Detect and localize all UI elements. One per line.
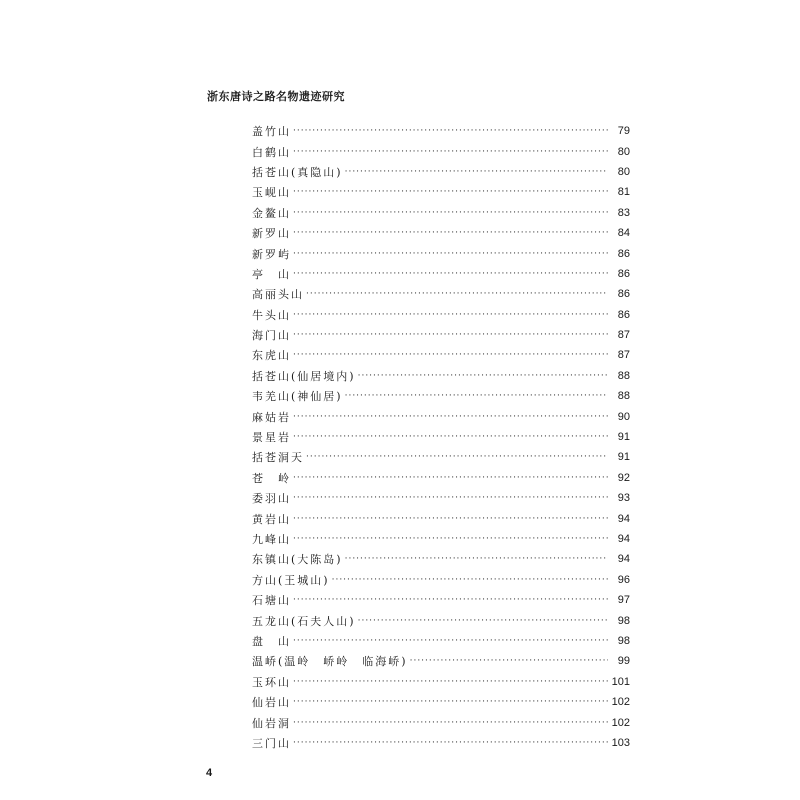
dot-leader <box>332 575 608 585</box>
toc-entry-title: 新罗山 <box>252 227 291 241</box>
toc-entry[interactable] <box>252 712 630 732</box>
toc-entry[interactable] <box>252 610 630 630</box>
toc-entry-page: 103 <box>611 736 630 749</box>
toc-entry-title: 石塘山 <box>252 594 291 608</box>
dot-leader <box>306 289 608 299</box>
toc-entry-title: 括苍山(真隐山) <box>252 165 343 179</box>
dot-leader <box>293 187 608 197</box>
toc-entry-page: 99 <box>617 655 630 668</box>
toc-entry-title: 新罗屿 <box>252 247 291 261</box>
toc-entry[interactable] <box>252 121 630 141</box>
toc-entry[interactable] <box>252 182 630 202</box>
running-head: 浙东唐诗之路名物遗迹研究 <box>207 90 345 103</box>
toc-entry-page: 94 <box>617 533 630 545</box>
toc-entry-page: 98 <box>617 614 630 627</box>
toc-entry-title: 玉环山 <box>252 675 291 689</box>
toc-entry-page: 91 <box>617 431 630 444</box>
toc-entry[interactable] <box>252 488 630 508</box>
toc-entry-title: 玉岘山 <box>252 186 291 200</box>
toc-entry-page: 86 <box>617 288 630 301</box>
toc-entry[interactable] <box>252 141 630 161</box>
toc-entry[interactable] <box>252 651 630 671</box>
toc-entry-title: 景星岩 <box>252 431 291 445</box>
toc-entry-page: 88 <box>617 369 630 382</box>
dot-leader <box>345 554 608 564</box>
toc-entry-title: 三门山 <box>252 736 291 750</box>
dot-leader <box>293 718 608 728</box>
toc-entry-page: 90 <box>617 410 630 423</box>
toc-entry-title: 仙岩洞 <box>252 716 291 730</box>
toc-entry-page: 102 <box>611 696 630 709</box>
toc-entry-page: 86 <box>617 308 630 321</box>
toc-entry-title: 海门山 <box>252 329 291 343</box>
toc-entry-title: 白鹤山 <box>252 145 291 159</box>
toc-entry-page: 96 <box>617 573 630 586</box>
dot-leader <box>293 534 608 544</box>
toc-entry-title: 金鳌山 <box>252 206 291 220</box>
dot-leader <box>293 473 608 483</box>
toc-entry-page: 80 <box>617 145 630 158</box>
toc-entry-title: 盖竹山 <box>252 125 291 139</box>
toc-entry-title: 括苍洞天 <box>252 451 304 465</box>
dot-leader <box>306 452 608 462</box>
toc-entry-page: 91 <box>617 451 630 464</box>
toc-entry-page: 98 <box>617 634 630 647</box>
toc-entry-page: 83 <box>617 206 630 219</box>
toc-entry[interactable] <box>252 631 630 651</box>
toc-entry[interactable] <box>252 345 630 365</box>
dot-leader <box>345 391 608 401</box>
toc-entry-title: 高丽头山 <box>252 288 304 302</box>
toc-entry-page: 86 <box>617 267 630 280</box>
toc-entry-page: 86 <box>617 247 630 260</box>
toc-entry[interactable] <box>252 672 630 692</box>
toc-entry[interactable] <box>252 733 630 753</box>
dot-leader <box>293 350 608 360</box>
dot-leader <box>293 330 608 340</box>
toc-entry-title: 九峰山 <box>252 533 291 546</box>
dot-leader <box>293 697 608 707</box>
toc-entry[interactable] <box>252 203 630 223</box>
dot-leader <box>293 412 608 422</box>
toc-entry-title: 温峤(温岭 峤岭 临海峤) <box>252 655 408 669</box>
toc-entry[interactable] <box>252 529 630 549</box>
toc-entry-page: 79 <box>617 125 630 138</box>
toc-entry[interactable] <box>252 162 630 182</box>
toc-entry-title: 牛头山 <box>252 308 291 322</box>
toc-entry-title: 仙岩山 <box>252 696 291 710</box>
dot-leader <box>293 432 608 442</box>
toc-entry[interactable] <box>252 305 630 325</box>
toc-entry[interactable] <box>252 570 630 590</box>
dot-leader <box>293 636 608 646</box>
dot-leader <box>293 310 608 320</box>
dot-leader <box>358 616 608 626</box>
toc-entry-page: 102 <box>611 716 630 729</box>
dot-leader <box>293 228 608 238</box>
toc-entry-title: 韦羌山(神仙居) <box>252 390 343 404</box>
toc-entry-title: 黄岩山 <box>252 512 291 526</box>
toc-entry-title: 委羽山 <box>252 492 291 506</box>
toc-entry-page: 97 <box>617 594 630 607</box>
toc-entry-page: 94 <box>617 553 630 566</box>
dot-leader <box>293 269 608 279</box>
toc-entry[interactable] <box>252 284 630 304</box>
toc-entry[interactable] <box>252 590 630 610</box>
toc-entry[interactable] <box>252 468 630 488</box>
toc-entry-title: 盘 山 <box>252 634 291 648</box>
toc-entry-title: 括苍山(仙居境内) <box>252 369 356 383</box>
toc-entry-page: 101 <box>611 675 630 688</box>
toc-entry-page: 87 <box>617 329 630 342</box>
toc-entry[interactable] <box>252 223 630 243</box>
dot-leader <box>293 126 608 136</box>
toc-entry-title: 亭 山 <box>252 267 291 281</box>
dot-leader <box>293 208 608 218</box>
toc-entry-title: 东镇山(大陈岛) <box>252 553 343 567</box>
toc-entry-page: 84 <box>617 227 630 240</box>
toc-entry[interactable] <box>252 427 630 447</box>
toc-entry-title: 方山(王城山) <box>252 573 330 587</box>
dot-leader <box>293 249 608 259</box>
dot-leader <box>293 147 608 157</box>
toc-entry-page: 94 <box>617 512 630 525</box>
dot-leader <box>293 493 608 503</box>
toc-entry-page: 80 <box>617 165 630 178</box>
page-number: 4 <box>206 767 213 779</box>
dot-leader <box>345 167 608 177</box>
toc-entry-page: 81 <box>617 186 630 199</box>
toc-entry[interactable] <box>252 366 630 386</box>
toc-entry-title: 苍 岭 <box>252 471 291 485</box>
toc-entry[interactable] <box>252 508 630 528</box>
dot-leader <box>293 677 608 687</box>
toc-entry-title: 东虎山 <box>252 349 291 363</box>
table-of-contents <box>252 121 630 753</box>
toc-entry[interactable] <box>252 447 630 467</box>
toc-entry[interactable] <box>252 406 630 426</box>
dot-leader <box>358 371 608 381</box>
toc-entry-page: 92 <box>617 471 630 484</box>
toc-entry-title: 五龙山(石夫人山) <box>252 614 356 628</box>
toc-entry[interactable] <box>252 325 630 345</box>
toc-entry[interactable] <box>252 692 630 712</box>
toc-entry[interactable] <box>252 549 630 569</box>
toc-entry[interactable] <box>252 243 630 263</box>
dot-leader <box>293 738 608 748</box>
toc-entry[interactable] <box>252 264 630 284</box>
toc-entry-page: 88 <box>617 390 630 403</box>
toc-entry-title: 麻姑岩 <box>252 410 291 424</box>
toc-entry[interactable] <box>252 386 630 406</box>
toc-entry-page: 93 <box>617 492 630 505</box>
dot-leader <box>410 656 608 666</box>
toc-entry-page: 87 <box>617 349 630 362</box>
dot-leader <box>293 514 608 524</box>
dot-leader <box>293 595 608 605</box>
